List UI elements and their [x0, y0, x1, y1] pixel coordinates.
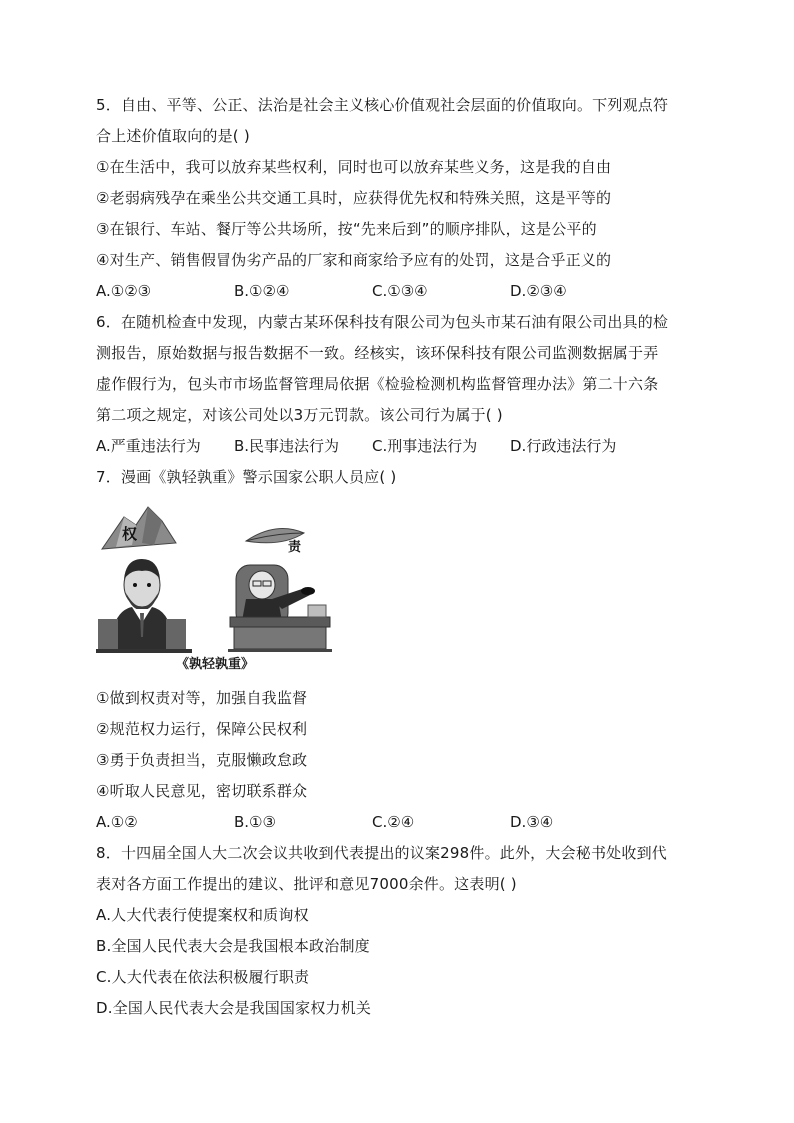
q7-option-a[interactable]: A.①② — [96, 813, 138, 831]
q5-option-a[interactable]: A.①②③ — [96, 282, 152, 300]
cartoon-image — [96, 499, 396, 679]
q7-statement-3: ③勇于负责担当，克服懒政怠政 — [96, 751, 308, 769]
q6-option-c[interactable]: C.刑事违法行为 — [372, 437, 478, 455]
q5-statement-1: ①在生活中，我可以放弃某些权利，同时也可以放弃某些义务，这是我的自由 — [96, 158, 612, 176]
q6-option-d[interactable]: D.行政违法行为 — [510, 437, 617, 455]
q6-stem-line-1: 6．在随机检查中发现，内蒙古某环保科技有限公司为包头市某石油有限公司出具的检 — [96, 313, 669, 331]
q5-option-d[interactable]: D.②③④ — [510, 282, 567, 300]
question-5 — [96, 90, 700, 307]
q6-options — [96, 431, 700, 462]
q8-stem-line-2: 表对各方面工作提出的建议、批评和意见7000余件。这表明( ) — [96, 875, 517, 893]
q7-option-d[interactable]: D.③④ — [510, 813, 554, 831]
q5-options — [96, 276, 700, 307]
q5-option-b[interactable]: B.①②④ — [234, 282, 290, 300]
cartoon-label-power: 权 — [122, 525, 138, 543]
q6-stem-line-3: 虚作假行为，包头市市场监督管理局依据《检验检测机构监督管理办法》第二十六条 — [96, 375, 659, 393]
q8-option-d[interactable]: D.全国人民代表大会是我国国家权力机关 — [96, 999, 372, 1017]
q7-option-b[interactable]: B.①③ — [234, 813, 276, 831]
q8-option-b[interactable]: B.全国人民代表大会是我国根本政治制度 — [96, 937, 370, 955]
q6-option-b[interactable]: B.民事违法行为 — [234, 437, 340, 455]
q8-stem-line-1: 8．十四届全国人大二次会议共收到代表提出的议案298件。此外，大会秘书处收到代 — [96, 844, 667, 862]
q8-option-c[interactable]: C.人大代表在依法积极履行职责 — [96, 968, 310, 986]
q6-option-a[interactable]: A.严重违法行为 — [96, 437, 201, 455]
question-6 — [96, 307, 700, 462]
q5-option-c[interactable]: C.①③④ — [372, 282, 428, 300]
cartoon-illustration — [96, 499, 396, 679]
q5-statement-4: ④对生产、销售假冒伪劣产品的厂家和商家给予应有的处罚，这是合乎正义的 — [96, 251, 612, 269]
q7-option-c[interactable]: C.②④ — [372, 813, 415, 831]
question-8 — [96, 838, 700, 1024]
cartoon-label-duty: 责 — [288, 540, 302, 555]
q5-statement-2: ②老弱病残孕在乘坐公共交通工具时，应获得优先权和特殊关照，这是平等的 — [96, 189, 612, 207]
q6-stem-line-4: 第二项之规定，对该公司处以3万元罚款。该公司行为属于( ) — [96, 406, 503, 424]
cartoon-caption: 《孰轻孰重》 — [176, 657, 255, 672]
q5-statement-3: ③在银行、车站、餐厅等公共场所，按“先来后到”的顺序排队，这是公平的 — [96, 220, 597, 238]
q5-stem-line-2: 合上述价值取向的是( ) — [96, 127, 250, 145]
q5-stem-line-1: 5．自由、平等、公正、法治是社会主义核心价值观社会层面的价值取向。下列观点符 — [96, 96, 669, 114]
question-7 — [96, 462, 700, 838]
q7-statement-4: ④听取人民意见，密切联系群众 — [96, 782, 308, 800]
q8-option-a[interactable]: A.人大代表行使提案权和质询权 — [96, 906, 309, 924]
q7-options — [96, 807, 700, 838]
q7-statement-2: ②规范权力运行，保障公民权利 — [96, 720, 308, 738]
exam-page — [96, 90, 700, 1024]
q6-stem-line-2: 测报告，原始数据与报告数据不一致。经核实，该环保科技有限公司监测数据属于弄 — [96, 344, 659, 362]
q7-stem: 7．漫画《孰轻孰重》警示国家公职人员应( ) — [96, 468, 397, 486]
q7-statement-1: ①做到权责对等，加强自我监督 — [96, 689, 308, 707]
